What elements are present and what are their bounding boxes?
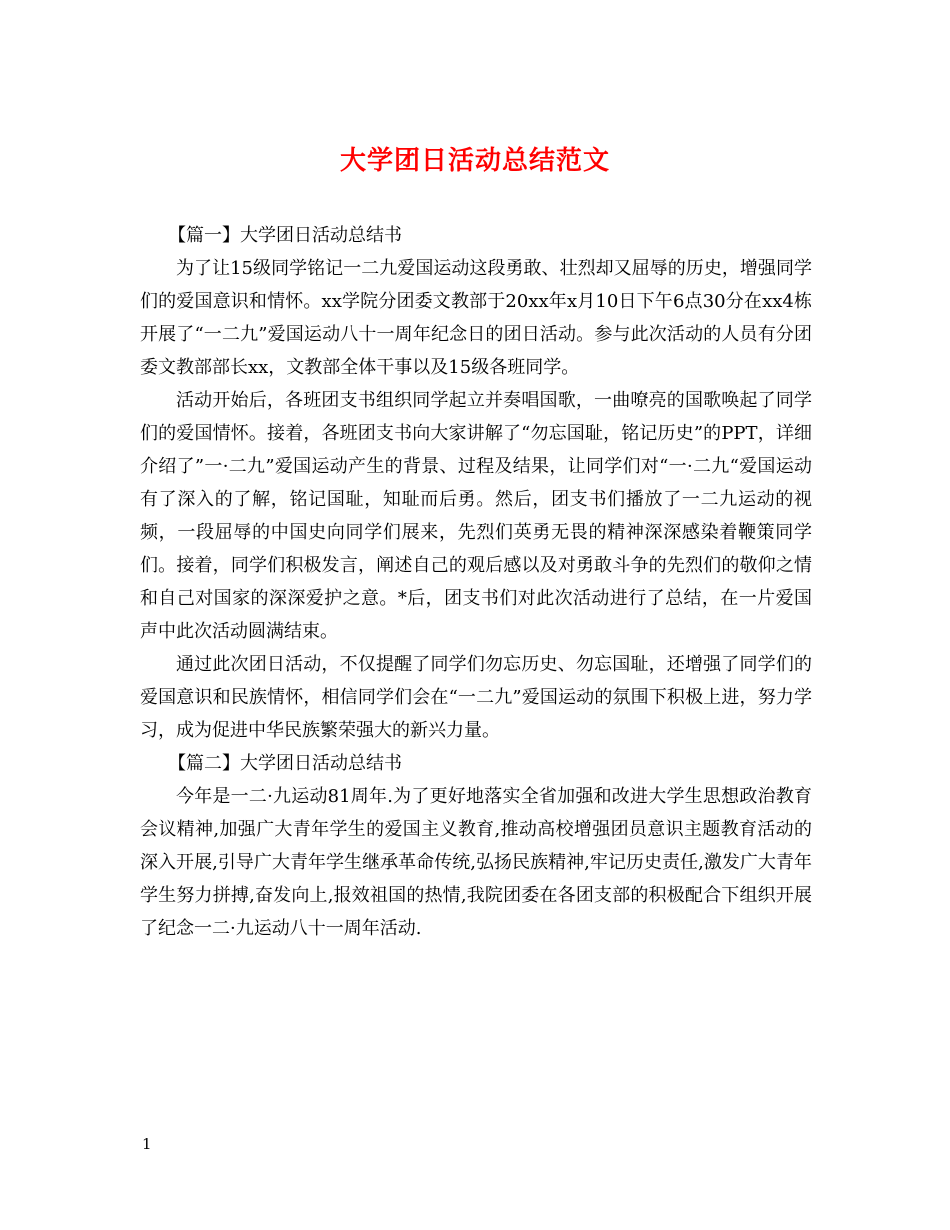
paragraph-2: 活动开始后，各班团支书组织同学起立并奏唱国歌，一曲嘹亮的国歌唤起了同学们的爱国情怀。接着，各班团支书向大家讲解了“勿忘国耻，铭记历史”的PPT，详细介绍了”一·二九”爱国运动产生的背景、过程及结果，让同学们对“一·二九“爱国运动有了深入的了解，铭记国耻，知耻而后勇。然后，团支书们播放了一二九运动的视频，一段屈辱的中国史向同学们展来，先烈们英勇无畏的精神深深感染着鞭策同学们。接着，同学们积极发言，阐述自己的观后感以及对勇敢斗争的先烈们的敬仰之情和自己对国家的深深爱护之意。*后，团支书们对此次活动进行了总结，在一片爱国声中此次活动圆满结束。 (140, 390, 812, 642)
document-title: 大学团日活动总结范文 (339, 146, 610, 176)
section-heading-1: 【篇一】大学团日活动总结书 (168, 225, 402, 246)
paragraph-3: 通过此次团日活动，不仅提醒了同学们勿忘历史、勿忘国耻，还增强了同学们的爱国意识和民族情怀，相信同学们会在“一二九”爱国运动的氛围下积极上进，努力学习，成为促进中华民族繁荣强大的新兴力量。 (140, 654, 812, 741)
page-number: 1 (142, 1135, 152, 1153)
document-body (140, 219, 812, 945)
paragraph-4: 今年是一二·九运动81周年.为了更好地落实全省加强和改进大学生思想政治教育会议精神,加强广大青年学生的爱国主义教育,推动高校增强团员意识主题教育活动的深入开展,引导广大青年学生继承革命传统,弘扬民族精神,牢记历史责任,激发广大青年学生努力拼搏,奋发向上,报效祖国的热情,我院团委在各团支部的积极配合下组织开展了纪念一二·九运动八十一周年活动. (140, 786, 812, 939)
paragraph-1: 为了让15级同学铭记一二九爱国运动这段勇敢、壮烈却又屈辱的历史，增强同学们的爱国意识和情怀。xx学院分团委文教部于20xx年x月10日下午6点30分在xx4栋开展了“一二九”爱国运动八十一周年纪念日的团日活动。参与此次活动的人员有分团委文教部部长xx，文教部全体干事以及15级各班同学。 (140, 258, 812, 378)
section-heading-2: 【篇二】大学团日活动总结书 (168, 753, 402, 774)
